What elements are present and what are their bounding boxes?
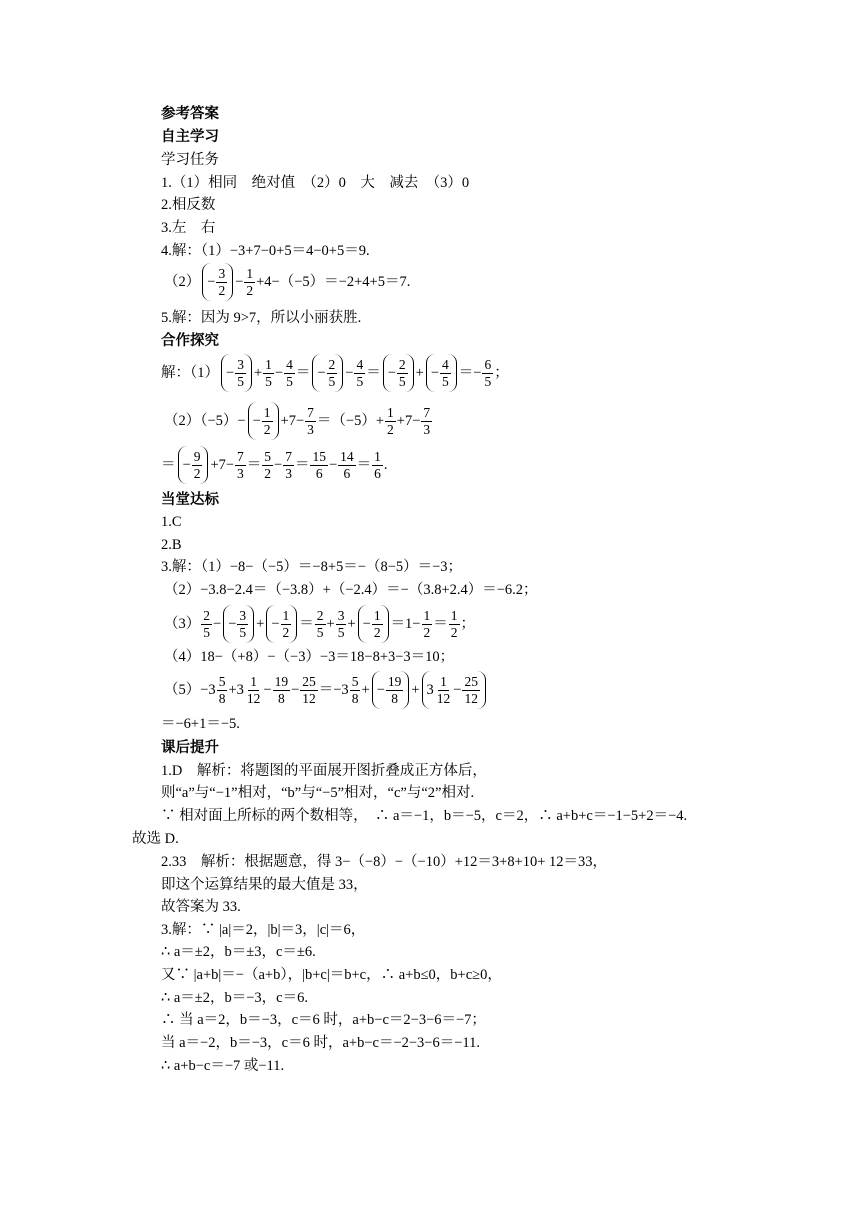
answer-line: 2.B bbox=[161, 537, 182, 553]
math-prefix: （5） bbox=[164, 682, 201, 698]
math-prefix: （2）（−5）− bbox=[164, 413, 246, 429]
section-heading-cooperation: 合作探究 bbox=[161, 333, 219, 349]
answer-line: （2）−3.8−2.4＝（−3.8）+（−2.4）＝−（3.8+2.4）＝−6.2； bbox=[164, 582, 538, 598]
math-line: ＝ − $\frac{9}{2}$ +7− $\frac{7}{3}$ ＝ $\frac{5}{2}$ − $\frac{7}{3}$ ＝ $\frac{15}{6}$ − $\frac{14}{6}$ ＝ $\frac{1}{6}$ . bbox=[161, 446, 388, 484]
answer-line: 2.相反数 bbox=[161, 197, 216, 213]
answer-line: 则“a”与“−1”相对，“b”与“−5”相对，“c”与“2”相对. bbox=[161, 785, 475, 801]
answer-line: 当 a＝−2，b＝−3，c＝6 时，a+b−c＝−2−3−6＝−11. bbox=[161, 1035, 480, 1051]
answer-line: ∵ 相对面上所标的两个数相等， ∴ a＝−1，b＝−5，c＝2，∴ a+b+c＝−1−5+2＝−4. bbox=[161, 808, 688, 824]
answer-line: 故选 D. bbox=[132, 831, 179, 847]
math-line: （2） − $\frac{3}{2}$ − $\frac{1}{2}$ +4−（−5） ＝−2+4+5＝7. bbox=[164, 263, 410, 301]
answer-line: 2.33 解析：根据题意，得 3−（−8）−（−10）+12＝3+8+10+ 12＝33， bbox=[161, 854, 608, 870]
math-prefix: 解：（1） bbox=[161, 365, 219, 381]
subheading-learning-task: 学习任务 bbox=[161, 152, 219, 168]
section-heading-in-class: 当堂达标 bbox=[161, 492, 219, 508]
answer-line: 1.（1）相同 绝对值 （2）0 大 减去 （3）0 bbox=[161, 175, 470, 191]
math-line: （3） $\frac{2}{5}$ − − $\frac{3}{5}$ + − $\frac{1}{2}$ ＝ $\frac{2}{5}$ + $\frac{3}{5}$ + − $\frac{1}{2}$ ＝1− $\frac{1}{2}$ ＝ $\frac{1}{2}$ ； bbox=[164, 605, 475, 643]
answer-line: 1.C bbox=[161, 514, 182, 530]
math-prefix: （3） bbox=[164, 616, 201, 632]
math-prefix: （2） bbox=[164, 274, 201, 290]
answer-line: ∴ 当 a＝2，b＝−3，c＝6 时，a+b−c＝2−3−6＝−7； bbox=[161, 1012, 486, 1028]
doc-title: 参考答案 bbox=[161, 106, 219, 122]
answer-line: 1.D 解析：将题图的平面展开图折叠成正方体后， bbox=[161, 763, 487, 779]
answer-line: 又∵ |a+b|＝−（a+b），|b+c|＝b+c，∴ a+b≤0，b+c≥0， bbox=[161, 967, 502, 983]
math-line: 解：（1） − $\frac{3}{5}$ + $\frac{1}{5}$ − $\frac{4}{5}$ ＝ − $\frac{2}{5}$ − $\frac{4}{5}$ ＝ − $\frac{2}{5}$ + − $\frac{4}{5}$ ＝− $\frac{6}{5}$ ； bbox=[161, 354, 509, 392]
answer-line: 3.解：∵ |a|＝2，|b|＝3，|c|＝6， bbox=[161, 922, 366, 938]
answer-line: 即这个运算结果的最大值是 33， bbox=[161, 877, 368, 893]
answer-line: ∴ a+b−c＝−7 或−11. bbox=[161, 1058, 285, 1074]
answer-line: 故答案为 33. bbox=[161, 899, 241, 915]
section-heading-after-class: 课后提升 bbox=[161, 740, 219, 756]
answer-line: 5.解：因为 9>7，所以小丽获胜. bbox=[161, 310, 362, 326]
answer-line: 4.解：（1）−3+7−0+5＝4−0+5＝9. bbox=[161, 243, 370, 259]
math-line: （5） −3 $\frac{5}{8}$ +3 $\frac{1}{12}$ − $\frac{19}{8}$ − $\frac{25}{12}$ ＝−3 $\frac{5}{8}$ + − $\frac{19}{8}$ + 3 $\frac{1}{12}$ − $\frac{25}{12}$ bbox=[164, 671, 488, 709]
answer-line: （4）18−（+8）−（−3）−3＝18−8+3−3＝10； bbox=[164, 649, 455, 665]
answer-line: ∴ a＝±2，b＝±3，c＝±6. bbox=[161, 944, 316, 960]
math-tail: ＝−2+4+5＝7. bbox=[324, 274, 411, 290]
math-line: （2）（−5）− − $\frac{1}{2}$ +7− $\frac{7}{3}$ ＝（−5）+ $\frac{1}{2}$ +7− $\frac{7}{3}$ bbox=[164, 402, 433, 440]
answer-line: ∴ a＝±2，b＝−3，c＝6. bbox=[161, 990, 308, 1006]
answer-line: ＝−6+1＝−5. bbox=[161, 716, 240, 732]
answer-line: 3.左 右 bbox=[161, 220, 216, 236]
answer-line: 3.解：（1）−8−（−5）＝−8+5＝−（8−5）＝−3； bbox=[161, 559, 463, 575]
section-heading-self-study: 自主学习 bbox=[161, 129, 219, 145]
